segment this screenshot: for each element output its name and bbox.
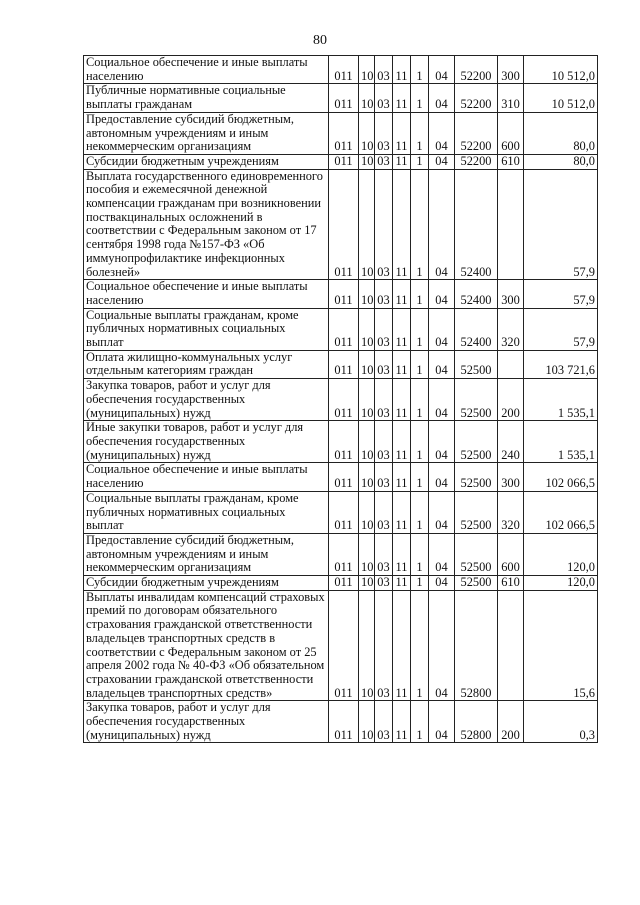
row-name: Социальные выплаты гражданам, кроме публичных нормативных социальных выплат [84,491,329,533]
page-number: 80 [313,33,327,48]
table-row [84,84,598,112]
expense-type-code: 610 [498,154,524,169]
table-row [84,308,598,350]
row-name: Субсидии бюджетным учреждениям [84,576,329,591]
event-code: 04 [429,576,455,591]
event-code: 04 [429,112,455,154]
event-code: 04 [429,280,455,308]
program-code: 11 [393,169,411,280]
section-code: 10 [359,308,375,350]
subprogram-code: 1 [411,112,429,154]
table-row [84,590,598,701]
subsection-code: 03 [375,84,393,112]
subsection-code: 03 [375,421,393,463]
program-code: 11 [393,280,411,308]
subsection-code: 03 [375,169,393,280]
ministry-code: 011 [329,590,359,701]
section-code: 10 [359,350,375,378]
table-row [84,56,598,84]
ministry-code: 011 [329,308,359,350]
ministry-code: 011 [329,463,359,491]
direction-code: 52200 [455,154,498,169]
row-name: Социальное обеспечение и иные выплаты населению [84,463,329,491]
expense-type-code: 300 [498,463,524,491]
row-name: Социальное обеспечение и иные выплаты населению [84,56,329,84]
expense-type-code: 300 [498,280,524,308]
event-code: 04 [429,379,455,421]
direction-code: 52500 [455,421,498,463]
expense-type-code: 610 [498,576,524,591]
program-code: 11 [393,379,411,421]
program-code: 11 [393,421,411,463]
ministry-code: 011 [329,56,359,84]
program-code: 11 [393,491,411,533]
section-code: 10 [359,169,375,280]
row-name: Оплата жилищно-коммунальных услуг отдельным категориям граждан [84,350,329,378]
subsection-code: 03 [375,576,393,591]
direction-code: 52500 [455,491,498,533]
ministry-code: 011 [329,533,359,575]
subsection-code: 03 [375,590,393,701]
table-row [84,169,598,280]
subsection-code: 03 [375,350,393,378]
expense-type-code: 320 [498,308,524,350]
expense-type-code: 200 [498,379,524,421]
event-code: 04 [429,169,455,280]
program-code: 11 [393,463,411,491]
ministry-code: 011 [329,154,359,169]
budget-table [83,55,598,743]
event-code: 04 [429,701,455,743]
row-name: Предоставление субсидий бюджетным, автономным учреждениям и иным некоммерческим организациям [84,533,329,575]
expense-type-code: 310 [498,84,524,112]
ministry-code: 011 [329,701,359,743]
amount: 1 535,1 [524,421,598,463]
subprogram-code: 1 [411,56,429,84]
row-name: Субсидии бюджетным учреждениям [84,154,329,169]
subprogram-code: 1 [411,576,429,591]
section-code: 10 [359,701,375,743]
subprogram-code: 1 [411,84,429,112]
amount: 57,9 [524,280,598,308]
amount: 120,0 [524,576,598,591]
subprogram-code: 1 [411,154,429,169]
ministry-code: 011 [329,421,359,463]
section-code: 10 [359,84,375,112]
budget-table-body [84,56,598,743]
expense-type-code: 320 [498,491,524,533]
subsection-code: 03 [375,533,393,575]
direction-code: 52800 [455,590,498,701]
ministry-code: 011 [329,112,359,154]
subsection-code: 03 [375,112,393,154]
amount: 1 535,1 [524,379,598,421]
subprogram-code: 1 [411,280,429,308]
ministry-code: 011 [329,169,359,280]
amount: 10 512,0 [524,56,598,84]
table-row [84,379,598,421]
row-name: Предоставление субсидий бюджетным, автономным учреждениям и иным некоммерческим организациям [84,112,329,154]
subsection-code: 03 [375,491,393,533]
subsection-code: 03 [375,56,393,84]
program-code: 11 [393,590,411,701]
table-row [84,280,598,308]
ministry-code: 011 [329,379,359,421]
row-name: Закупка товаров, работ и услуг для обеспечения государственных (муниципальных) нужд [84,701,329,743]
amount: 102 066,5 [524,491,598,533]
ministry-code: 011 [329,350,359,378]
program-code: 11 [393,154,411,169]
section-code: 10 [359,576,375,591]
direction-code: 52500 [455,379,498,421]
ministry-code: 011 [329,280,359,308]
subprogram-code: 1 [411,463,429,491]
subprogram-code: 1 [411,308,429,350]
direction-code: 52400 [455,280,498,308]
row-name: Публичные нормативные социальные выплаты гражданам [84,84,329,112]
table-row [84,350,598,378]
amount: 80,0 [524,154,598,169]
table-row [84,421,598,463]
direction-code: 52400 [455,308,498,350]
section-code: 10 [359,491,375,533]
expense-type-code: 240 [498,421,524,463]
event-code: 04 [429,350,455,378]
subprogram-code: 1 [411,350,429,378]
table-row [84,463,598,491]
section-code: 10 [359,56,375,84]
event-code: 04 [429,56,455,84]
ministry-code: 011 [329,84,359,112]
subprogram-code: 1 [411,421,429,463]
amount: 103 721,6 [524,350,598,378]
program-code: 11 [393,308,411,350]
direction-code: 52200 [455,56,498,84]
direction-code: 52500 [455,350,498,378]
expense-type-code: 200 [498,701,524,743]
amount: 10 512,0 [524,84,598,112]
program-code: 11 [393,576,411,591]
expense-type-code [498,590,524,701]
row-name: Социальные выплаты гражданам, кроме публичных нормативных социальных выплат [84,308,329,350]
program-code: 11 [393,56,411,84]
subsection-code: 03 [375,308,393,350]
event-code: 04 [429,308,455,350]
section-code: 10 [359,421,375,463]
expense-type-code: 600 [498,533,524,575]
direction-code: 52500 [455,463,498,491]
row-name: Закупка товаров, работ и услуг для обеспечения государственных (муниципальных) нужд [84,379,329,421]
section-code: 10 [359,112,375,154]
subsection-code: 03 [375,154,393,169]
event-code: 04 [429,590,455,701]
direction-code: 52500 [455,576,498,591]
table-row [84,154,598,169]
subsection-code: 03 [375,701,393,743]
row-name: Выплата государственного единовременного пособия и ежемесячной денежной компенсации гражданам при возникновении поствакцинальных осложнений в соответствии с Федеральным законом от 17 сентября 1998 года №157-ФЗ «Об иммунопрофилактике инфекционных болезней» [84,169,329,280]
event-code: 04 [429,421,455,463]
amount: 15,6 [524,590,598,701]
table-row [84,112,598,154]
program-code: 11 [393,701,411,743]
direction-code: 52200 [455,112,498,154]
row-name: Выплаты инвалидам компенсаций страховых премий по договорам обязательного страхования гражданской ответственности владельцев транспортных средств в соответствии с Федеральным законом от 25 апреля 2002 года № 40-ФЗ «Об обязательном страховании гражданской ответственности владельцев транспортных средств» [84,590,329,701]
program-code: 11 [393,112,411,154]
subsection-code: 03 [375,379,393,421]
section-code: 10 [359,154,375,169]
subsection-code: 03 [375,463,393,491]
event-code: 04 [429,463,455,491]
subprogram-code: 1 [411,491,429,533]
direction-code: 52200 [455,84,498,112]
subprogram-code: 1 [411,701,429,743]
amount: 57,9 [524,308,598,350]
subprogram-code: 1 [411,590,429,701]
event-code: 04 [429,84,455,112]
subprogram-code: 1 [411,533,429,575]
event-code: 04 [429,533,455,575]
row-name: Социальное обеспечение и иные выплаты населению [84,280,329,308]
table-row [84,576,598,591]
program-code: 11 [393,84,411,112]
section-code: 10 [359,280,375,308]
row-name: Иные закупки товаров, работ и услуг для обеспечения государственных (муниципальных) нужд [84,421,329,463]
subprogram-code: 1 [411,169,429,280]
table-row [84,701,598,743]
section-code: 10 [359,463,375,491]
section-code: 10 [359,379,375,421]
amount: 80,0 [524,112,598,154]
table-row [84,533,598,575]
subprogram-code: 1 [411,379,429,421]
expense-type-code: 300 [498,56,524,84]
expense-type-code [498,350,524,378]
amount: 0,3 [524,701,598,743]
direction-code: 52800 [455,701,498,743]
event-code: 04 [429,491,455,533]
section-code: 10 [359,590,375,701]
amount: 120,0 [524,533,598,575]
section-code: 10 [359,533,375,575]
amount: 57,9 [524,169,598,280]
amount: 102 066,5 [524,463,598,491]
direction-code: 52500 [455,533,498,575]
program-code: 11 [393,533,411,575]
subsection-code: 03 [375,280,393,308]
event-code: 04 [429,154,455,169]
direction-code: 52400 [455,169,498,280]
ministry-code: 011 [329,576,359,591]
ministry-code: 011 [329,491,359,533]
expense-type-code: 600 [498,112,524,154]
expense-type-code [498,169,524,280]
program-code: 11 [393,350,411,378]
table-row [84,491,598,533]
